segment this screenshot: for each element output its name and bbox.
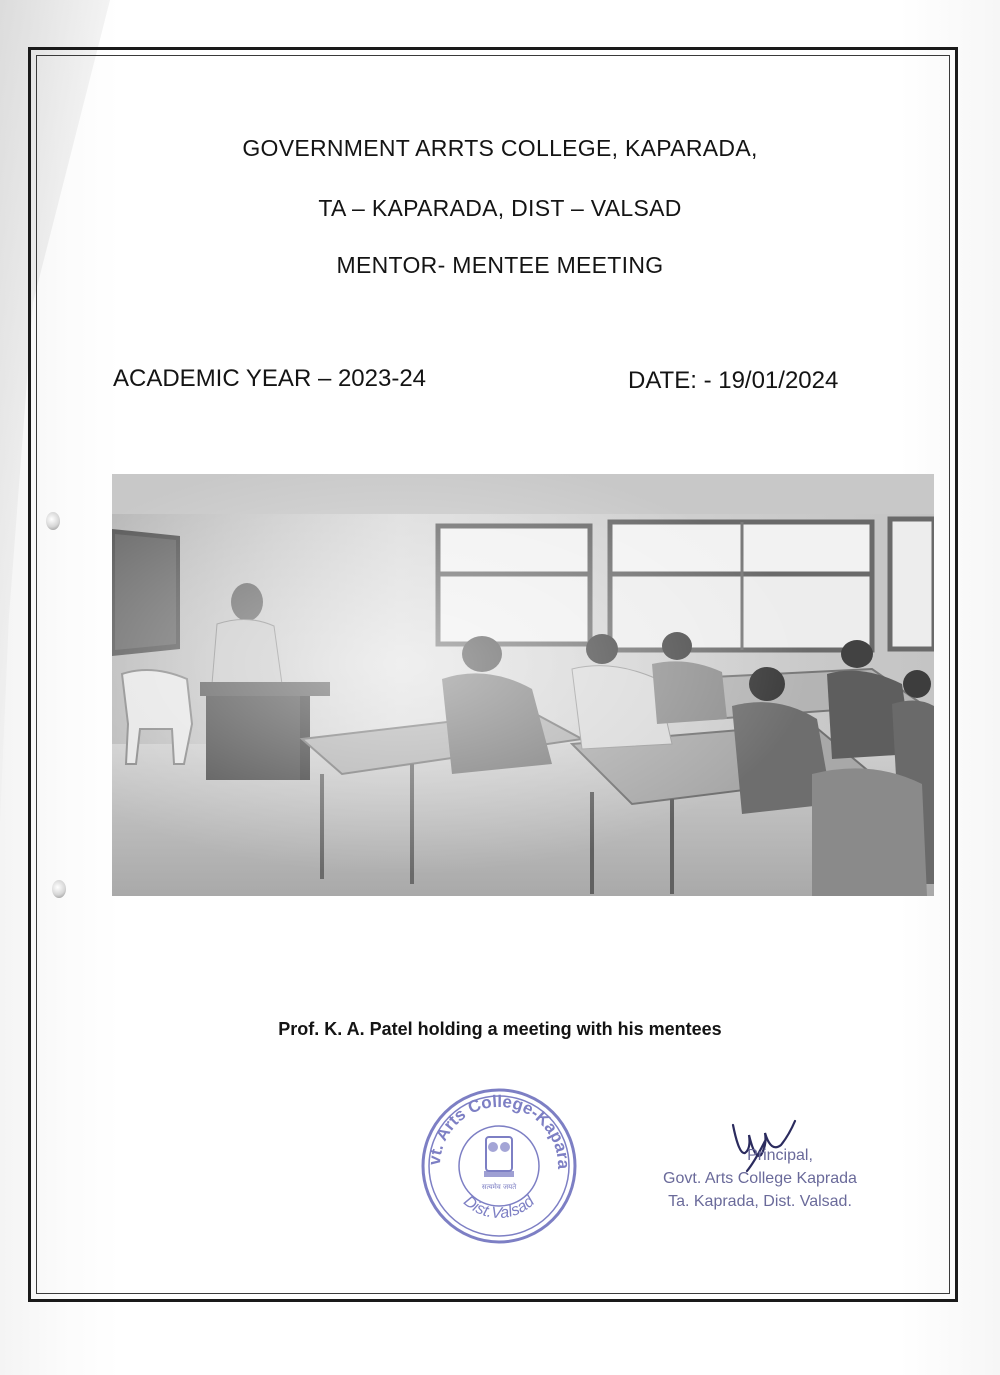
seal-emblem-motto: सत्यमेव जयते <box>481 1183 517 1191</box>
academic-year-label: ACADEMIC YEAR – 2023-24 <box>113 365 427 392</box>
college-name-heading: GOVERNMENT ARRTS COLLEGE, KAPARADA, <box>242 135 758 161</box>
punch-hole-icon <box>52 880 66 898</box>
college-location-heading: TA – KAPARADA, DIST – VALSAD <box>318 195 682 221</box>
photo-caption: Prof. K. A. Patel holding a meeting with his mentees <box>278 1019 722 1039</box>
signatory-title: Principal, <box>747 1147 813 1164</box>
meeting-date-label: DATE: - 19/01/2024 <box>628 367 839 394</box>
principal-signature-block <box>630 1115 890 1235</box>
svg-text:Govt. Arts College-Kaparada <box>418 1085 573 1170</box>
seal-text-bottom: Dist.Valsad <box>460 1192 538 1223</box>
seal-text-top: vt. Arts College-Kapara <box>424 1091 574 1170</box>
punch-hole-icon <box>46 512 60 530</box>
signatory-institution: Govt. Arts College Kaprada <box>663 1170 857 1187</box>
classroom-photo <box>112 474 934 896</box>
handwritten-signature-icon <box>725 1115 805 1175</box>
signatory-address: Ta. Kaprada, Dist. Valsad. <box>668 1193 852 1210</box>
classroom-photo-icon <box>112 474 934 896</box>
college-seal-icon <box>418 1085 580 1247</box>
svg-text:Dist.Valsad <box>460 1192 538 1222</box>
meeting-title-heading: MENTOR- MENTEE MEETING <box>336 252 664 278</box>
